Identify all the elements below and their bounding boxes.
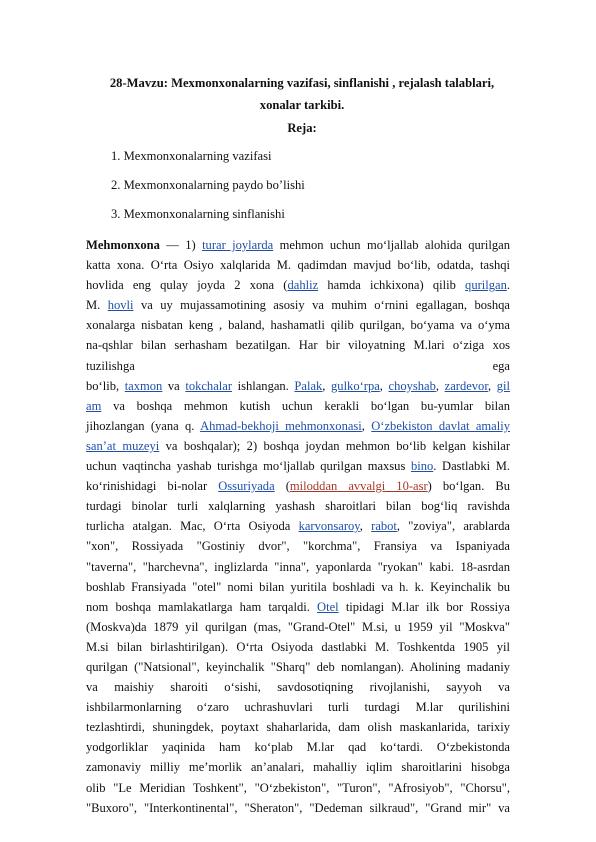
text-span: . Dastlabki M. xyxy=(433,459,510,474)
text-span: , xyxy=(379,378,383,393)
text-span: hovlida eng qulay joyda 2 xona ( xyxy=(86,278,288,293)
text-span: bo‘lib, xyxy=(86,378,120,393)
text-line xyxy=(86,396,510,416)
text-line: M.si bilan birlashtirilgan). O‘rta Osiyoda dastlabki M. Toshkentda 1905 yil xyxy=(86,639,510,654)
text-line: katta xona. O‘rta Osiyo xalqlarida M. qadimdan mavjud bo‘lib, odatda, tashqi xyxy=(86,258,510,273)
text-span: tipidagi M.lar ilk bor Rossiya xyxy=(345,599,511,614)
text-span: uchun vaqtincha yashab turishga mo‘ljallab qurilgan maxsus xyxy=(86,459,406,474)
text-line: ishbilarmonlarning o‘zaro uchrashuvlari turli turdagi M.lar qurilishini xyxy=(86,700,510,715)
link-palak[interactable]: Palak xyxy=(294,378,323,393)
plan-item: 1. Mexmonxonalarning vazifasi xyxy=(111,149,272,163)
plan-list xyxy=(111,148,305,235)
text-line: (Moskva)da 1879 yil qurilgan (mas, "Grand-Otel" M.si, u 1959 yil "Moskva" xyxy=(86,619,510,634)
text-line: xonalarga nisbatan keng , baland, hashamatli qilib qurilgan, bo‘yama va o‘yma xyxy=(86,318,510,333)
link-davlat-muzeyi-1[interactable]: O‘zbekiston davlat amaliy xyxy=(371,418,510,433)
text-line xyxy=(86,416,510,436)
text-span: , "zoviya", arablarda xyxy=(396,519,511,534)
text-line xyxy=(86,456,510,476)
text-span: tuzilishga xyxy=(86,358,135,373)
text-span: ishlangan. xyxy=(237,378,289,393)
text-line: "xon", Rossiyada "Gostiniy dvor", "korchma", Fransiya va Ispaniyada xyxy=(86,539,510,554)
text-span: ) bo‘lgan. Bu xyxy=(427,479,511,494)
link-hovli[interactable]: hovli xyxy=(107,298,134,313)
text-line xyxy=(86,356,510,376)
link-taxmon[interactable]: taxmon xyxy=(124,378,163,393)
text-span: — 1) xyxy=(166,238,196,252)
text-line: boshlab Fransiyada "otel" nomi bilan yuritila boshladi va h. k. Keyinchalik bu xyxy=(86,579,510,594)
link-choyshab[interactable]: choyshab xyxy=(388,378,436,393)
text-line: turdagi binolar turli xalqlarning yashash sharoitlari bilan bog‘liq ravishda xyxy=(86,499,510,514)
term-heading: Mehmonxona xyxy=(86,238,160,252)
text-line xyxy=(86,235,510,255)
text-line: tezlashtirdi, shuningdek, poytaxt shaharlarida, dam olish maskanlarida, tarixiy xyxy=(86,720,510,735)
plan-item: 3. Mexmonxonalarning sinflanishi xyxy=(111,207,285,221)
title-line-1: 28-Mavzu: Mexmonxonalarning vazifasi, sinflanishi , rejalash talablari, xyxy=(109,76,495,90)
text-line: olib "Le Meridian Toshkent", "O‘zbekiston", "Turon", "Afrosiyob", "Chorsu", xyxy=(86,780,510,795)
text-line xyxy=(86,295,510,315)
link-dahliz[interactable]: dahliz xyxy=(287,278,319,293)
text-line: va maishiy sharoiti o‘sishi, savdosotiqning rivojlanishi, sayyoh va xyxy=(86,680,510,695)
text-line: "taverna", "harchevna", inglizlarda "inna", yaponlarda "ryokan" kabi. 18-asrdan xyxy=(86,559,510,574)
text-line: qurilgan ("Natsional", keyinchalik "Sharq" deb nomlangan). Aholining madaniy xyxy=(86,659,510,674)
text-line: yodgorliklar yaqinida ham ko‘plab M.lar qad ko‘tardi. O‘zbekistonda xyxy=(86,740,510,755)
text-span: va uy mujassamotining asosiy va muhim o‘rnini egallagan, boshqa xyxy=(140,298,511,313)
text-span: va xyxy=(167,378,180,393)
text-line: "Buxoro", "Interkontinental", "Sheraton", "Dedeman silkraud", "Grand mir" va xyxy=(86,800,510,815)
text-span: M. xyxy=(86,298,101,313)
plan-heading: Reja: xyxy=(287,121,317,135)
page-title xyxy=(86,72,518,116)
link-turar-joylarda[interactable]: turar joylarda xyxy=(202,238,274,252)
link-gulkorpa[interactable]: gulko‘rpa xyxy=(331,378,380,393)
text-line: na-qshlar bilan serhasham bezatilgan. Har bir viloyatning M.lari o‘ziga xos xyxy=(86,338,510,353)
text-line xyxy=(86,275,510,295)
link-otel[interactable]: Otel xyxy=(317,599,339,614)
text-span: jihozlangan (yana q. xyxy=(86,418,195,433)
link-bino[interactable]: bino xyxy=(410,459,434,474)
link-ahmad-bekhoji[interactable]: Ahmad-bekhoji mehmonxonasi xyxy=(200,418,362,433)
link-tokchalar[interactable]: tokchalar xyxy=(185,378,233,393)
text-span: mehmon uchun mo‘ljallab alohida qurilgan xyxy=(279,238,511,252)
title-line-2: xonalar tarkibi. xyxy=(259,98,345,112)
article-body xyxy=(86,235,510,818)
link-miloddan-avvalgi[interactable]: miloddan avvalgi 10-asr xyxy=(289,479,428,494)
text-line xyxy=(86,376,510,396)
text-span: , xyxy=(322,378,326,393)
link-am[interactable]: am xyxy=(86,398,102,413)
link-qurilgan[interactable]: qurilgan xyxy=(465,278,507,293)
link-ossuriyada[interactable]: Ossuriyada xyxy=(218,479,275,494)
text-span: ko‘rinishidagi bi-nolar xyxy=(86,479,208,494)
link-zardevor[interactable]: zardevor xyxy=(444,378,489,393)
text-line xyxy=(86,476,510,496)
text-span: hamda ichkixona) qilib xyxy=(327,278,456,293)
text-span: . xyxy=(506,278,511,293)
text-line xyxy=(86,436,510,456)
link-karvonsaroy[interactable]: karvonsaroy xyxy=(298,519,360,534)
text-span: , xyxy=(488,378,492,393)
text-span: nom boshqa mamlakatlarga ham tarqaldi. xyxy=(86,599,310,614)
text-span: va boshqalar); 2) boshqa joydan mehmon bo‘lib kelgan kishilar xyxy=(165,438,510,453)
text-span: , xyxy=(361,418,365,433)
text-span: va boshqa mehmon kutish uchun kerakli bo‘lgan bu-yumlar bilan xyxy=(113,398,510,413)
text-line xyxy=(86,597,510,617)
text-line: zamonaviy milliy me’morlik an’analari, mahalliy iqlim sharoitlarini hisobga xyxy=(86,760,510,775)
link-gil[interactable]: gil xyxy=(496,378,510,393)
text-line xyxy=(86,516,510,536)
link-rabot[interactable]: rabot xyxy=(371,519,397,534)
text-span: ( xyxy=(285,479,290,494)
text-span: , xyxy=(435,378,440,393)
text-span: , xyxy=(359,519,363,534)
text-span: turlicha atalgan. Mac, O‘rta Osiyoda xyxy=(86,519,291,534)
link-davlat-muzeyi-2[interactable]: san’at muzeyi xyxy=(86,438,160,453)
plan-item: 2. Mexmonxonalarning paydo bo’lishi xyxy=(111,178,305,192)
text-span: ega xyxy=(492,358,510,373)
